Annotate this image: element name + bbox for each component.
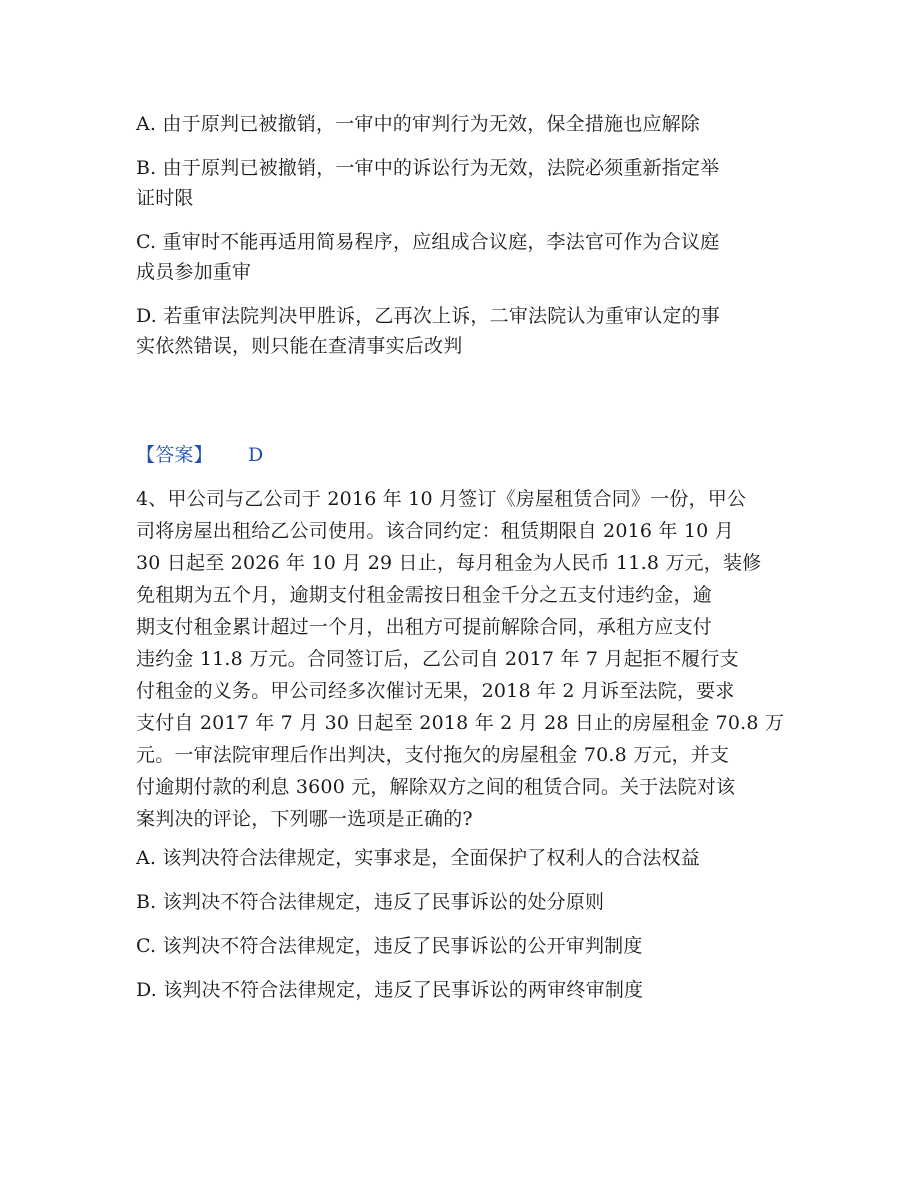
answer-value: D — [248, 444, 264, 466]
q4-option-c: C. 该判决不符合法律规定，违反了民事诉讼的公开审判制度 — [136, 935, 643, 957]
q4-stem-line-7: 付租金的义务。甲公司经多次催讨无果，2018 年 2 月诉至法院，要求 — [136, 680, 735, 702]
q4-stem-line-5: 期支付租金累计超过一个月，出租方可提前解除合同，承租方应支付 — [136, 616, 713, 638]
q4-stem-line-10: 付逾期付款的利息 3600 元，解除双方之间的租赁合同。关于法院对该 — [136, 776, 736, 798]
prev-option-c-line-2: 成员参加重审 — [136, 261, 252, 283]
q4-stem-line-2: 司将房屋出租给乙公司使用。该合同约定：租赁期限自 2016 年 10 月 — [136, 520, 734, 542]
answer-label: 【答案】 — [136, 444, 213, 466]
prev-option-d-line-2: 实依然错误，则只能在查清事实后改判 — [136, 335, 463, 357]
q4-option-b: B. 该判决不符合法律规定，违反了民事诉讼的处分原则 — [136, 891, 605, 913]
q4-stem-line-4: 免租期为五个月，逾期支付租金需按日租金千分之五支付违约金，逾 — [136, 584, 713, 606]
q4-option-a: A. 该判决符合法律规定，实事求是，全面保护了权利人的合法权益 — [136, 847, 701, 869]
prev-option-b-line-1: B. 由于原判已被撤销，一审中的诉讼行为无效，法院必须重新指定举 — [136, 157, 720, 179]
q4-stem-line-3: 30 日起至 2026 年 10 月 29 日止，每月租金为人民币 11.8 万元，装修 — [136, 552, 762, 574]
prev-option-d-line-1: D. 若重审法院判决甲胜诉，乙再次上诉，二审法院认为重审认定的事 — [136, 305, 721, 327]
q4-stem-line-6: 违约金 11.8 万元。合同签订后，乙公司自 2017 年 7 月起拒不履行支 — [136, 648, 739, 670]
q4-stem-line-1: 4、甲公司与乙公司于 2016 年 10 月签订《房屋租赁合同》一份，甲公 — [136, 488, 747, 510]
answer-row — [136, 442, 213, 468]
prev-option-a-line-1: A. 由于原判已被撤销，一审中的审判行为无效，保全措施也应解除 — [136, 113, 701, 135]
prev-option-b-line-2: 证时限 — [136, 187, 194, 209]
q4-stem-line-9: 元。一审法院审理后作出判决，支付拖欠的房屋租金 70.8 万元，并支 — [136, 744, 730, 766]
q4-option-d: D. 该判决不符合法律规定，违反了民事诉讼的两审终审制度 — [136, 979, 644, 1001]
prev-option-c-line-1: C. 重审时不能再适用简易程序，应组成合议庭，李法官可作为合议庭 — [136, 231, 720, 253]
q4-stem-line-8: 支付自 2017 年 7 月 30 日起至 2018 年 2 月 28 日止的房屋租金 70.8 万 — [136, 712, 785, 734]
q4-stem-line-11: 案判决的评论，下列哪一选项是正确的? — [136, 808, 473, 830]
